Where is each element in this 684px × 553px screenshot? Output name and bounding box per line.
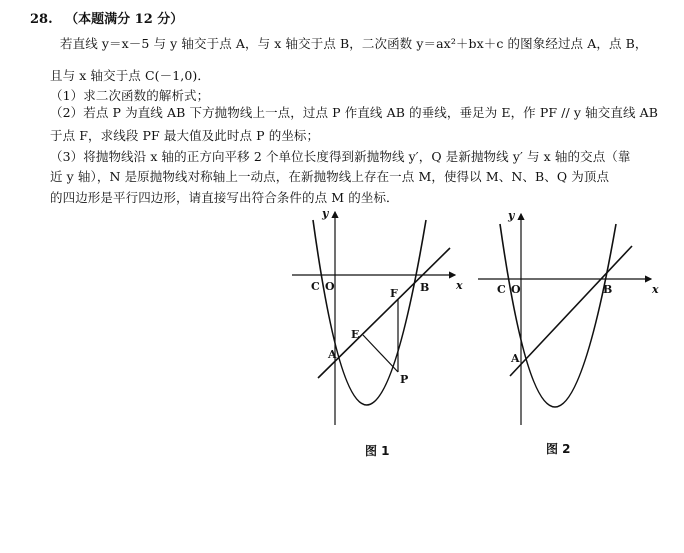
label-p: P: [400, 373, 409, 386]
question-stem-line-1: 若直线 y＝x－5 与 y 轴交于点 A，与 x 轴交于点 B，二次函数 y＝ax²＋bx＋c 的图象经过点 A，点 B，: [60, 36, 648, 51]
part-2-text-line-1: （2）若点 P 为直线 AB 下方抛物线上一点，过点 P 作直线 AB 的垂线，垂足为 E，作 PF // y 轴交直线 AB: [50, 105, 659, 120]
label-y: y: [508, 209, 515, 222]
label-a: A: [511, 352, 520, 365]
label-b: B: [603, 283, 613, 296]
parabola-curve: [500, 224, 616, 407]
part-3-text-line-2: 近 y 轴），N 是原抛物线对称轴上一动点，在新抛物线上存在一点 M，使得以 M、N、B、Q 为顶点: [50, 169, 610, 184]
part-1-text: （1）求二次函数的解析式；: [50, 88, 210, 103]
label-f: F: [390, 287, 398, 300]
figure-1-caption: 图 1: [365, 444, 390, 458]
line-ab: [510, 246, 632, 376]
part-2-text-line-2: 于点 F，求线段 PF 最大值及此时点 P 的坐标；: [50, 128, 320, 143]
question-header: [30, 8, 183, 27]
label-a: A: [328, 348, 337, 361]
label-c: C: [497, 283, 506, 296]
segment-pe: [363, 335, 398, 372]
question-score-note: （本题满分 12 分）: [65, 12, 184, 27]
line-ab: [318, 248, 450, 378]
label-o: O: [511, 283, 521, 296]
label-y: y: [322, 207, 329, 220]
label-o: O: [325, 280, 335, 293]
question-stem-line-2: 且与 x 轴交于点 C(－1,0)．: [50, 68, 210, 83]
label-c: C: [311, 280, 320, 293]
question-number: 28.: [30, 12, 53, 27]
part-3-text-line-1: （3）将抛物线沿 x 轴的正方向平移 2 个单位长度得到新抛物线 y′，Q 是新抛物线 y′ 与 x 轴的交点（靠: [50, 149, 631, 164]
label-x: x: [652, 283, 659, 296]
label-x: x: [456, 279, 463, 292]
figure-2: [466, 200, 666, 435]
parabola-curve: [313, 220, 426, 405]
label-b: B: [420, 281, 430, 294]
label-e: E: [351, 328, 360, 341]
part-3-text-line-3: 的四边形是平行四边形，请直接写出符合条件的点 M 的坐标．: [50, 190, 399, 205]
figure-1: [280, 200, 470, 435]
figure-2-caption: 图 2: [546, 442, 571, 456]
